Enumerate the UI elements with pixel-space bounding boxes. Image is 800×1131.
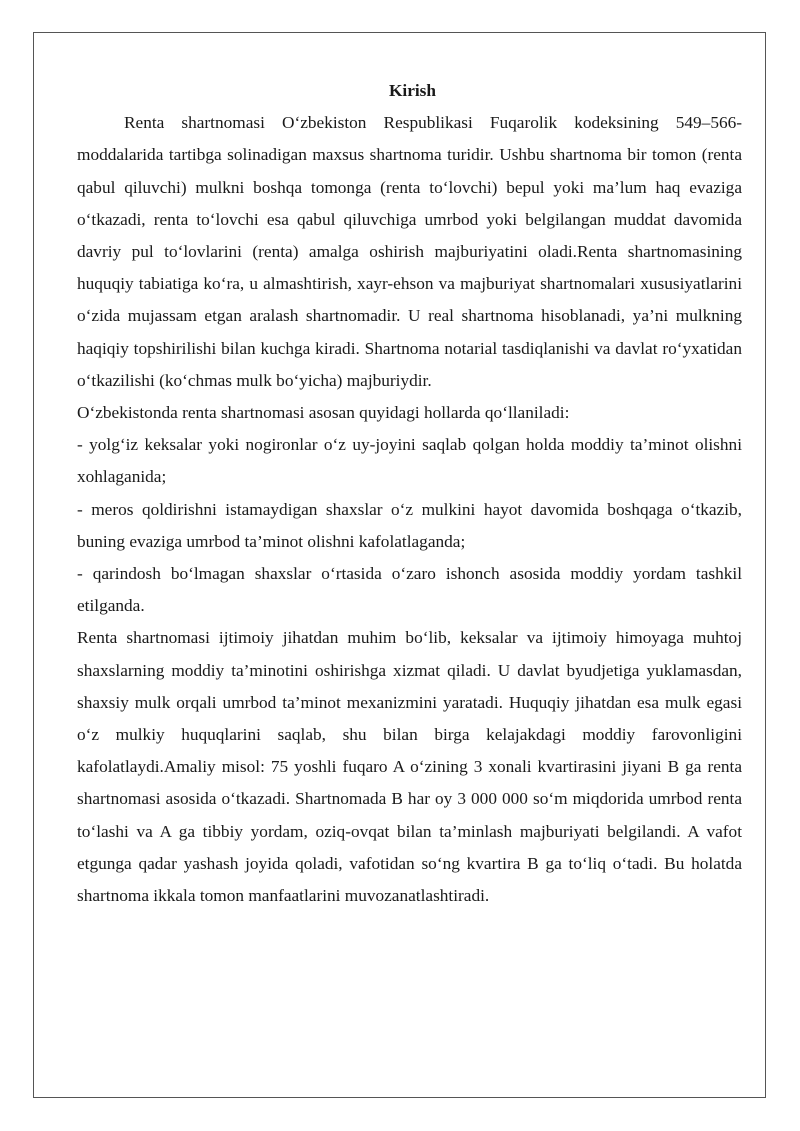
paragraph-usage-lead: O‘zbekistonda renta shartnomasi asosan quyidagi hollarda qo‘llaniladi: [77, 403, 570, 423]
document-title: Kirish [388, 81, 437, 100]
paragraph-introduction: Renta shartnomasi O‘zbekiston Respublikasi Fuqarolik kodeksining 549–566-moddalarida tartibga solinadigan maxsus shartnoma turidir. Ushbu shartnoma bir tomon (renta qabul qiluvchi) mulkni boshqa tomonga (renta to‘lovchi) bepul yoki ma’lum haq evaziga o‘tkazadi, renta to‘lovchi esa qabul qiluvchiga umrbod yoki belgilangan muddat davomida davriy pul to‘lovlarini (renta) amalga oshirish majburiyatini oladi.Renta shartnomasining huquqiy tabiatiga ko‘ra, u almashtirish, xayr-ehson va majburiyat shartnomalari xususiyatlarini o‘zida mujassam etgan aralash shartnomadir. U real shartnoma hisoblanadi, ya’ni mulkning haqiqiy topshirilishi bilan kuchga kiradi. Shartnoma notarial tasdiqlanishi va davlat ro‘yxatidan o‘tkazilishi (ko‘chmas mulk bo‘yicha) majburiydir. [77, 113, 742, 390]
list-item-elderly: - yolg‘iz keksalar yoki nogironlar o‘z uy-joyini saqlab qolgan holda moddiy ta’minot olishni xohlaganida; [77, 435, 742, 487]
paragraph-significance-example: Renta shartnomasi ijtimoiy jihatdan muhim bo‘lib, keksalar va ijtimoiy himoyaga muhtoj shaxslarning moddiy ta’minotini oshirishga xizmat qiladi. U davlat byudjetiga yuklamasdan, shaxsiy mulk orqali umrbod ta’minot mexanizmini yaratadi. Huquqiy jihatdan esa mulk egasi o‘z mulkiy huquqlarini saqlab, shu bilan birga kelajakdagi moddiy farovonligini kafolatlaydi.Amaliy misol: 75 yoshli fuqaro A o‘zining 3 xonali kvartirasini jiyani B ga renta shartnomasi asosida o‘tkazadi. Shartnomada B har oy 3 000 000 so‘m miqdorida umrbod renta to‘lashi va A ga tibbiy yordam, oziq-ovqat bilan ta’minlash majburiyati belgilandi. A vafot etgunga qadar yashash joyida qoladi, vafotidan so‘ng kvartira B ga to‘liq o‘tadi. Bu holatda shartnoma ikkala tomon manfaatlarini muvozanatlashtiradi. [77, 628, 742, 906]
document-body [77, 75, 742, 912]
list-item-nonrelatives: - qarindosh bo‘lmagan shaxslar o‘rtasida o‘zaro ishonch asosida moddiy yordam tashkil etilganda. [77, 564, 742, 616]
list-item-inheritance: - meros qoldirishni istamaydigan shaxslar o‘z mulkini hayot davomida boshqaga o‘tkazib, buning evaziga umrbod ta’minot olishni kafolatlaganda; [77, 499, 742, 551]
